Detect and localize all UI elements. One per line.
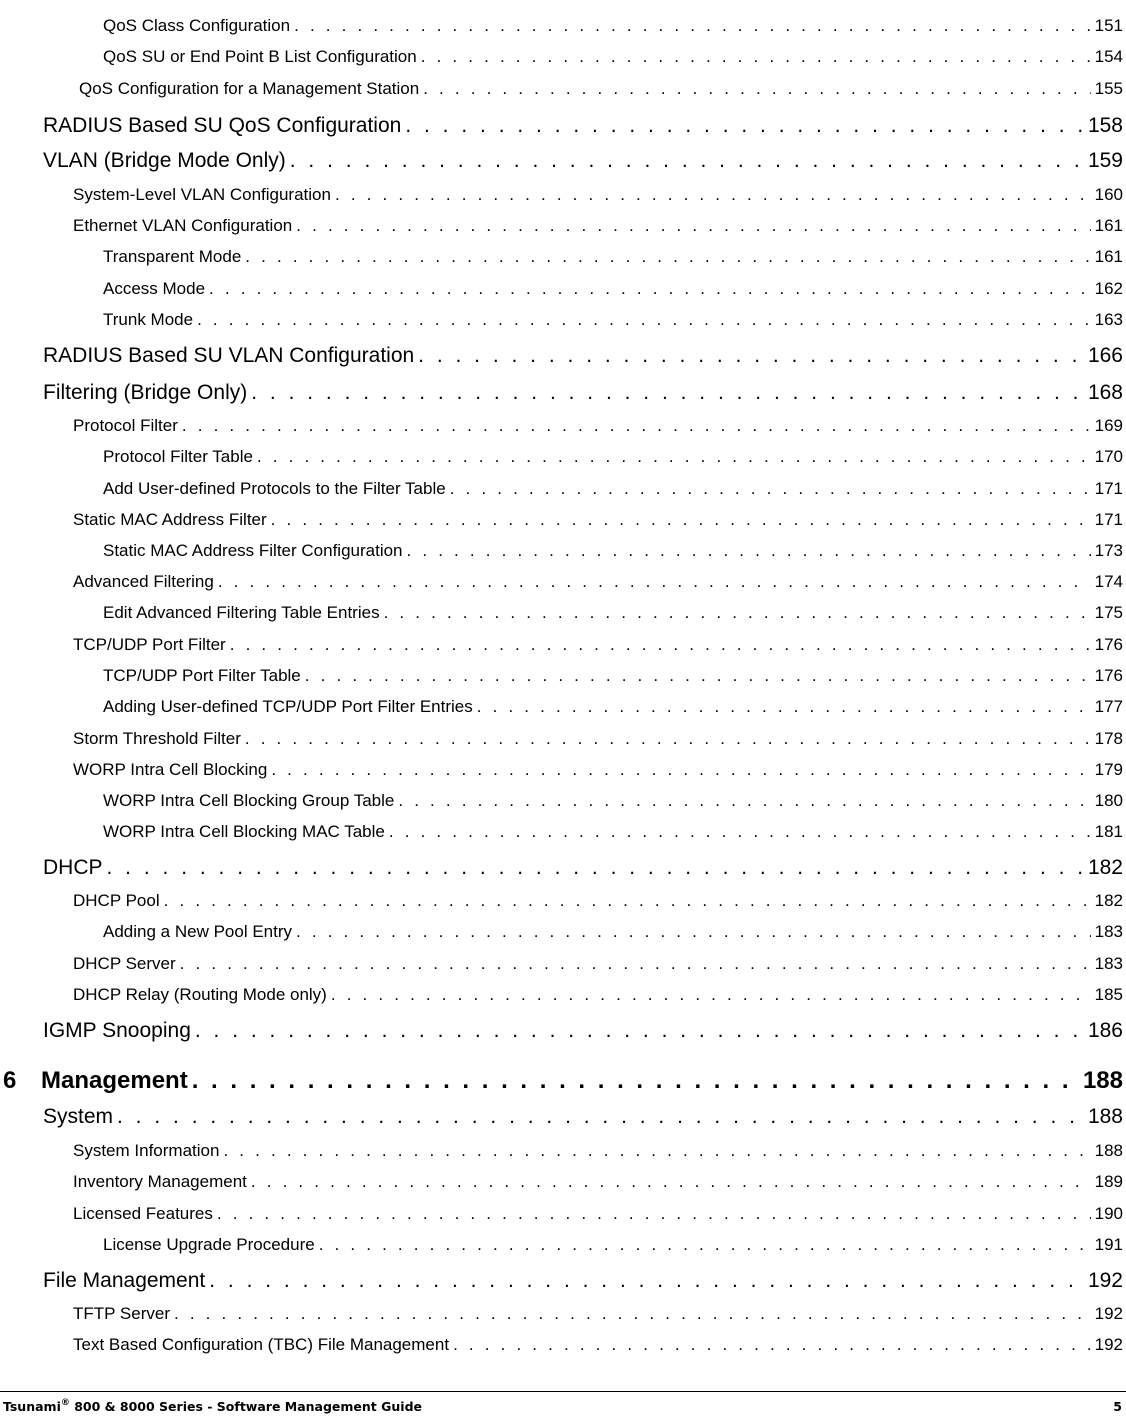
dot-leader xyxy=(251,381,1084,405)
toc-entry[interactable] xyxy=(79,79,1123,99)
toc-entry[interactable] xyxy=(73,1172,1123,1192)
toc-entry-title: TCP/UDP Port Filter xyxy=(73,635,226,654)
toc-entry[interactable] xyxy=(103,697,1123,717)
toc-entry-title: VLAN (Bridge Mode Only) xyxy=(43,149,286,172)
toc-entry-title: TFTP Server xyxy=(73,1304,170,1323)
toc-entry-title: Adding a New Pool Entry xyxy=(103,922,292,941)
toc-entry-title: File Management xyxy=(43,1269,206,1292)
toc-entry-page: 178 xyxy=(1094,729,1123,748)
toc-entry[interactable] xyxy=(73,1204,1123,1224)
toc-entry-page: 170 xyxy=(1094,447,1123,466)
toc-entry-title: DHCP Server xyxy=(73,954,176,973)
toc-entry[interactable] xyxy=(73,510,1123,530)
toc-entry-title: Text Based Configuration (TBC) File Management xyxy=(73,1335,450,1354)
toc-entry[interactable] xyxy=(103,541,1123,561)
toc-entry-page: 180 xyxy=(1094,791,1123,810)
dot-leader xyxy=(107,856,1084,880)
dot-leader xyxy=(230,635,1091,655)
dot-leader xyxy=(407,541,1091,561)
toc-entry[interactable] xyxy=(73,416,1123,436)
toc-entry-page: 159 xyxy=(1087,149,1123,172)
dot-leader xyxy=(453,1335,1091,1355)
toc-entry-page: 192 xyxy=(1094,1304,1123,1323)
toc-entry-page: 175 xyxy=(1094,603,1123,622)
toc-entry[interactable] xyxy=(43,1269,1123,1293)
toc-entry[interactable] xyxy=(73,891,1123,911)
toc-entry[interactable] xyxy=(103,1235,1123,1255)
dot-leader xyxy=(192,1067,1079,1095)
toc-entry-title: DHCP xyxy=(43,856,103,879)
toc-entry-page: 191 xyxy=(1094,1235,1123,1254)
toc-entry[interactable] xyxy=(73,985,1123,1005)
toc-entry[interactable] xyxy=(43,1019,1123,1043)
toc-entry-title: Static MAC Address Filter Configuration xyxy=(103,541,403,560)
toc-entry[interactable] xyxy=(43,856,1123,880)
toc-entry-page: 163 xyxy=(1094,310,1123,329)
dot-leader xyxy=(218,572,1091,592)
toc-entry-title: License Upgrade Procedure xyxy=(103,1235,315,1254)
toc-entry-page: 161 xyxy=(1094,247,1123,266)
dot-leader xyxy=(405,114,1084,138)
toc-entry-page: 168 xyxy=(1087,381,1123,404)
toc-entry-title: Filtering (Bridge Only) xyxy=(43,381,248,404)
toc-entry[interactable] xyxy=(103,791,1123,811)
toc-entry[interactable] xyxy=(73,635,1123,655)
toc-entry-page: 192 xyxy=(1094,1335,1123,1354)
toc-entry-title: WORP Intra Cell Blocking Group Table xyxy=(103,791,395,810)
toc-entry-page: 182 xyxy=(1094,891,1123,910)
toc-entry-page: 173 xyxy=(1094,541,1123,560)
toc-entry[interactable] xyxy=(43,114,1123,138)
toc-entry-page: 176 xyxy=(1094,666,1123,685)
toc-entry-page: 189 xyxy=(1094,1172,1123,1191)
toc-entry-title: WORP Intra Cell Blocking MAC Table xyxy=(103,822,385,841)
toc-entry-page: 176 xyxy=(1094,635,1123,654)
toc-entry[interactable] xyxy=(103,479,1123,499)
toc-entry[interactable] xyxy=(103,666,1123,686)
dot-leader xyxy=(423,79,1090,99)
toc-entry[interactable] xyxy=(73,1304,1123,1324)
toc-entry[interactable] xyxy=(103,47,1123,67)
toc-entry[interactable] xyxy=(73,1141,1123,1161)
toc-entry-page: 169 xyxy=(1094,416,1123,435)
toc-entry-page: 151 xyxy=(1094,16,1123,35)
toc-entry-title: QoS Class Configuration xyxy=(103,16,291,35)
toc-entry-title: QoS SU or End Point B List Configuration xyxy=(103,47,417,66)
toc-entry-title: DHCP Relay (Routing Mode only) xyxy=(73,985,327,1004)
toc-entry-page: 192 xyxy=(1087,1269,1123,1292)
toc-entry-page: 181 xyxy=(1094,822,1123,841)
toc-entry[interactable] xyxy=(43,149,1123,173)
dot-leader xyxy=(164,891,1091,911)
dot-leader xyxy=(209,1269,1084,1293)
toc-entry[interactable] xyxy=(103,822,1123,842)
dot-leader xyxy=(290,149,1084,173)
toc-entry[interactable] xyxy=(73,1335,1123,1355)
toc-entry-page: 177 xyxy=(1094,697,1123,716)
dot-leader xyxy=(180,954,1091,974)
dot-leader xyxy=(197,310,1091,330)
toc-entry[interactable] xyxy=(73,760,1123,780)
toc-entry[interactable] xyxy=(103,310,1123,330)
dot-leader xyxy=(245,247,1090,267)
toc-entry-title: System xyxy=(43,1105,114,1128)
toc-entry-title: Adding User-defined TCP/UDP Port Filter Entries xyxy=(103,697,473,716)
dot-leader xyxy=(209,279,1091,299)
toc-entry-title: DHCP Pool xyxy=(73,891,160,910)
dot-leader xyxy=(223,1141,1090,1161)
toc-entry[interactable] xyxy=(43,381,1123,405)
dot-leader xyxy=(296,922,1091,942)
toc-entry[interactable] xyxy=(103,922,1123,942)
toc-entry-title: QoS Configuration for a Management Station xyxy=(79,79,420,98)
toc-entry[interactable] xyxy=(73,185,1123,205)
dot-leader xyxy=(257,447,1091,467)
toc-entry-title: IGMP Snooping xyxy=(43,1019,191,1042)
footer-guide-title xyxy=(3,1399,422,1414)
dot-leader xyxy=(389,822,1091,842)
toc-entry-page: 186 xyxy=(1087,1019,1123,1042)
dot-leader xyxy=(421,47,1091,67)
dot-leader xyxy=(384,603,1091,623)
toc-entry-page: 188 xyxy=(1087,1105,1123,1128)
footer-page-number: 5 xyxy=(1113,1399,1122,1414)
toc-entry[interactable] xyxy=(103,16,1123,36)
toc-entry-title: Protocol Filter Table xyxy=(103,447,253,466)
toc-entry-page: 179 xyxy=(1094,760,1123,779)
dot-leader xyxy=(245,729,1091,749)
toc-entry-title: System Information xyxy=(73,1141,220,1160)
toc-entry[interactable] xyxy=(43,344,1123,368)
toc-entry-title: TCP/UDP Port Filter Table xyxy=(103,666,301,685)
dot-leader xyxy=(305,666,1091,686)
toc-entry-page: 190 xyxy=(1094,1204,1123,1223)
toc-entry-page: 171 xyxy=(1094,479,1123,498)
toc-entry-page: 160 xyxy=(1094,185,1123,204)
dot-leader xyxy=(296,216,1090,236)
toc-entry-title: Storm Threshold Filter xyxy=(73,729,241,748)
toc-entry[interactable] xyxy=(103,247,1123,267)
toc-entry-page: 183 xyxy=(1094,954,1123,973)
toc-entry[interactable] xyxy=(73,729,1123,749)
page-footer xyxy=(3,1399,1122,1414)
toc-entry[interactable] xyxy=(73,954,1123,974)
toc-entry-page: 166 xyxy=(1087,344,1123,367)
footer-series-text: 800 & 8000 Series - Software Management Guide xyxy=(69,1399,423,1414)
toc-entry-title: Access Mode xyxy=(103,279,206,298)
toc-entry-page: 183 xyxy=(1094,922,1123,941)
dot-leader xyxy=(331,985,1091,1005)
toc-entry-title: Protocol Filter xyxy=(73,416,178,435)
toc-entry[interactable] xyxy=(103,279,1123,299)
toc-entry-title: Advanced Filtering xyxy=(73,572,214,591)
dot-leader xyxy=(398,791,1090,811)
dot-leader xyxy=(117,1105,1084,1129)
toc-entry-title: Licensed Features xyxy=(73,1204,213,1223)
toc-entry[interactable] xyxy=(73,572,1123,592)
footer-brand: Tsunami xyxy=(3,1399,61,1414)
footer-divider xyxy=(0,1391,1126,1392)
toc-entry-page: 188 xyxy=(1094,1141,1123,1160)
toc-entry-title: Edit Advanced Filtering Table Entries xyxy=(103,603,380,622)
toc-entry-page: 185 xyxy=(1094,985,1123,1004)
toc-entry-title: System-Level VLAN Configuration xyxy=(73,185,331,204)
toc-entry-title: RADIUS Based SU VLAN Configuration xyxy=(43,344,415,367)
toc-entry-title: RADIUS Based SU QoS Configuration xyxy=(43,114,402,137)
toc-entry-page: 182 xyxy=(1087,856,1123,879)
dot-leader xyxy=(182,416,1091,436)
toc-entry-title: Add User-defined Protocols to the Filter Table xyxy=(103,479,446,498)
dot-leader xyxy=(271,760,1090,780)
toc-chapter-entry[interactable] xyxy=(3,1067,1123,1095)
toc-entry-title: Ethernet VLAN Configuration xyxy=(73,216,293,235)
dot-leader xyxy=(271,510,1091,530)
toc-entry-title: Inventory Management xyxy=(73,1172,247,1191)
dot-leader xyxy=(335,185,1091,205)
toc-entry-title: Trunk Mode xyxy=(103,310,194,329)
toc-entry[interactable] xyxy=(73,216,1123,236)
toc-entry[interactable] xyxy=(103,447,1123,467)
toc-entry-page: 155 xyxy=(1094,79,1123,98)
toc-entry-page: 162 xyxy=(1094,279,1123,298)
toc-entry-page: 171 xyxy=(1094,510,1123,529)
dot-leader xyxy=(195,1019,1084,1043)
toc-entry-title: Transparent Mode xyxy=(103,247,242,266)
toc-entry-page: 188 xyxy=(1082,1067,1123,1094)
dot-leader xyxy=(319,1235,1091,1255)
toc-entry-page: 154 xyxy=(1094,47,1123,66)
chapter-number: 6 xyxy=(3,1067,17,1094)
dot-leader xyxy=(418,344,1084,368)
dot-leader xyxy=(174,1304,1091,1324)
dot-leader xyxy=(217,1204,1091,1224)
toc-entry-page: 174 xyxy=(1094,572,1123,591)
toc-entry-title: Management xyxy=(41,1067,188,1094)
toc-entry[interactable] xyxy=(103,603,1123,623)
dot-leader xyxy=(251,1172,1091,1192)
toc-entry-title: WORP Intra Cell Blocking xyxy=(73,760,268,779)
registered-mark: ® xyxy=(60,1398,70,1408)
toc-entry-title: Static MAC Address Filter xyxy=(73,510,267,529)
dot-leader xyxy=(477,697,1091,717)
toc-entry-page: 161 xyxy=(1094,216,1123,235)
toc-entry[interactable] xyxy=(43,1105,1123,1129)
toc-entry-page: 158 xyxy=(1087,114,1123,137)
dot-leader xyxy=(294,16,1091,36)
dot-leader xyxy=(450,479,1091,499)
